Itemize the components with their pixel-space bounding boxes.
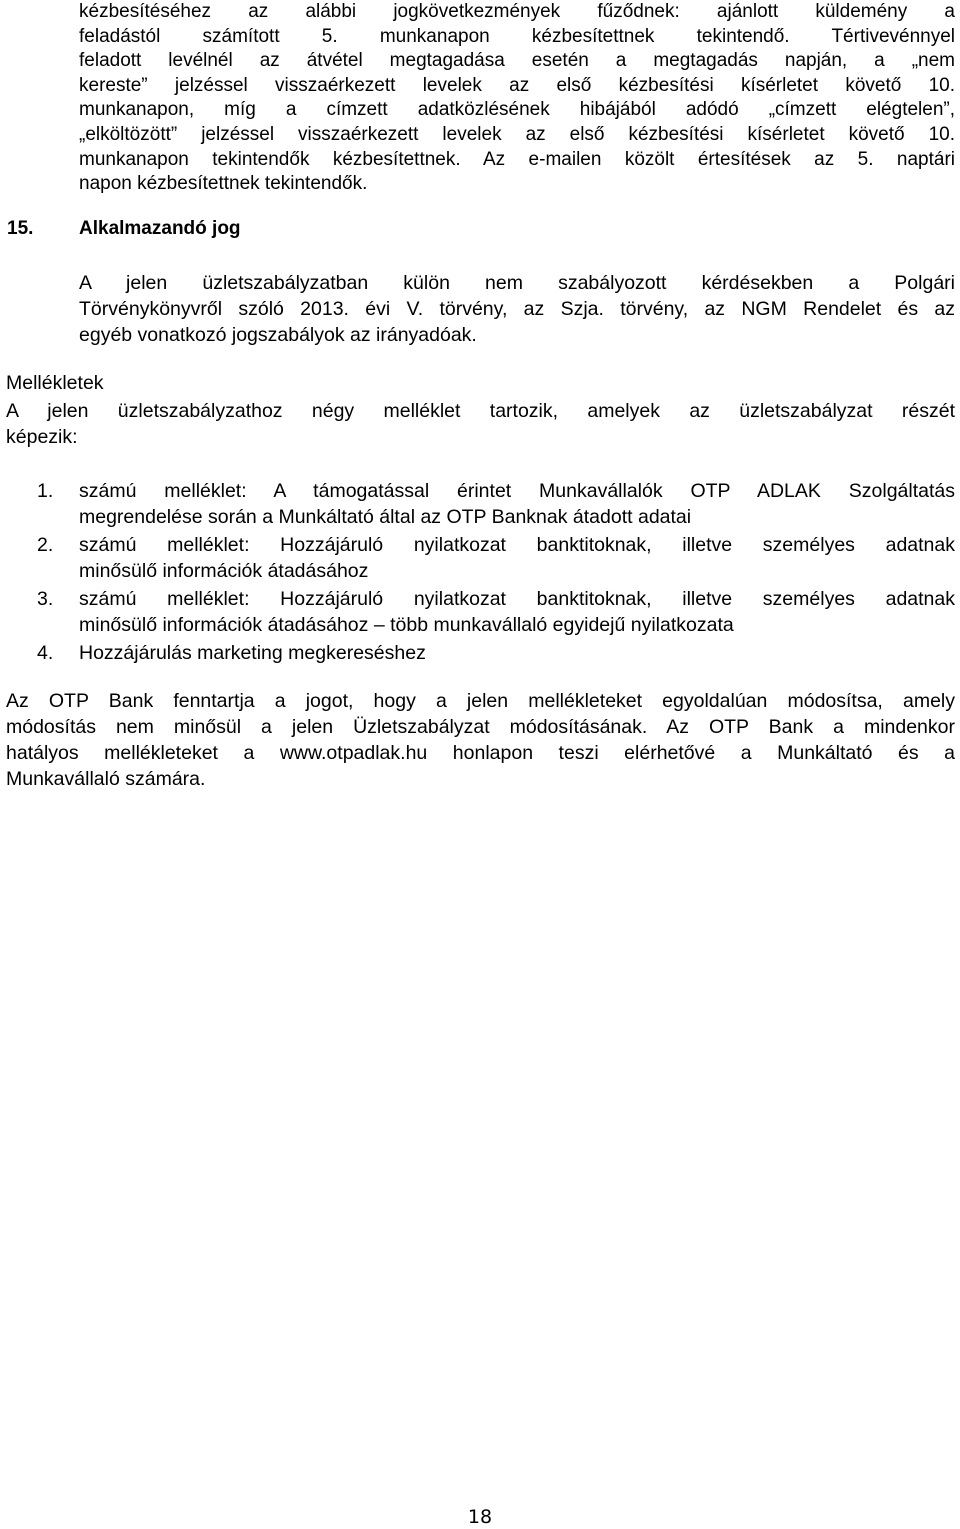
list-marker: 2.: [37, 534, 54, 556]
list-item: [0, 532, 960, 584]
paragraph-line: munkanapon, míg a címzett adatközlésének hibájából adódó „címzett elégtelen”,: [79, 99, 955, 121]
paragraph-line: napon kézbesítettnek tekintendők.: [79, 173, 368, 195]
paragraph-line: egyéb vonatkozó jogszabályok az irányadóak.: [79, 324, 477, 346]
paragraph-line: Törvénykönyvről szóló 2013. évi V. törvény, az Szja. törvény, az NGM Rendelet és az: [79, 298, 955, 320]
list-item-line: számú melléklet: A támogatással érintet Munkavállalók OTP ADLAK Szolgáltatás: [79, 480, 955, 502]
paragraph-line: feladott levélnél az átvétel megtagadása esetén a megtagadás napján, a „nem: [79, 50, 955, 72]
annexes-heading-text: Mellékletek: [6, 372, 104, 394]
list-item-line: számú melléklet: Hozzájáruló nyilatkozat banktitoknak, illetve személyes adatnak: [79, 588, 955, 610]
section-paragraph: [79, 270, 955, 348]
paragraph-line: kézbesítéséhez az alábbi jogkövetkezmények fűződnek: ajánlott küldemény a: [79, 1, 955, 22]
closing-paragraph: [6, 688, 955, 792]
annexes-heading: [6, 370, 955, 396]
paragraph-line: A jelen üzletszabályzatban külön nem szabályozott kérdésekben a Polgári: [79, 272, 955, 294]
paragraph-line: hatályos mellékleteket a www.otpadlak.hu honlapon teszi elérhetővé a Munkáltató és a: [6, 742, 955, 764]
paragraph-line: módosítás nem minősül a jelen Üzletszabályzat módosításának. Az OTP Bank a mindenkor: [6, 716, 955, 738]
list-item: [0, 586, 960, 638]
continuation-paragraph: [79, 0, 955, 197]
annexes-intro: [6, 398, 955, 450]
list-item-line: számú melléklet: Hozzájáruló nyilatkozat banktitoknak, illetve személyes adatnak: [79, 534, 955, 556]
paragraph-line: Munkavállaló számára.: [6, 768, 206, 790]
section-heading: [0, 218, 960, 244]
section-title: Alkalmazandó jog: [79, 218, 241, 239]
section-number: 15.: [7, 218, 34, 239]
paragraph-line: munkanapon tekintendők kézbesítettnek. Az e-mailen közölt értesítések az 5. naptári: [79, 148, 955, 170]
list-item-line: Hozzájárulás marketing megkereséshez: [79, 642, 426, 664]
annex-list: [0, 478, 960, 668]
paragraph-line: képezik:: [6, 426, 78, 448]
list-item: [0, 478, 960, 530]
paragraph-line: feladástól számított 5. munkanapon kézbesítettnek tekintendő. Tértivevénnyel: [79, 25, 955, 47]
list-marker: 4.: [37, 642, 54, 664]
list-marker: 3.: [37, 588, 54, 610]
paragraph-line: A jelen üzletszabályzathoz négy melléklet tartozik, amelyek az üzletszabályzat részét: [6, 400, 955, 422]
list-item-line: megrendelése során a Munkáltató által az OTP Banknak átadott adatai: [79, 506, 692, 528]
paragraph-line: „elköltözött” jelzéssel visszaérkezett levelek az első kézbesítési kísérletet követő 10.: [79, 123, 955, 145]
page-number: 18: [467, 1506, 493, 1528]
paragraph-line: Az OTP Bank fenntartja a jogot, hogy a jelen mellékleteket egyoldalúan módosítsa, amely: [6, 690, 955, 712]
list-item-line: minősülő információk átadásához – több munkavállaló egyidejű nyilatkozata: [79, 614, 734, 636]
list-item: [0, 640, 960, 666]
list-item-line: minősülő információk átadásához: [79, 560, 369, 582]
list-marker: 1.: [37, 480, 54, 502]
paragraph-line: kereste” jelzéssel visszaérkezett levelek az első kézbesítési kísérletet követő 10.: [79, 74, 955, 96]
